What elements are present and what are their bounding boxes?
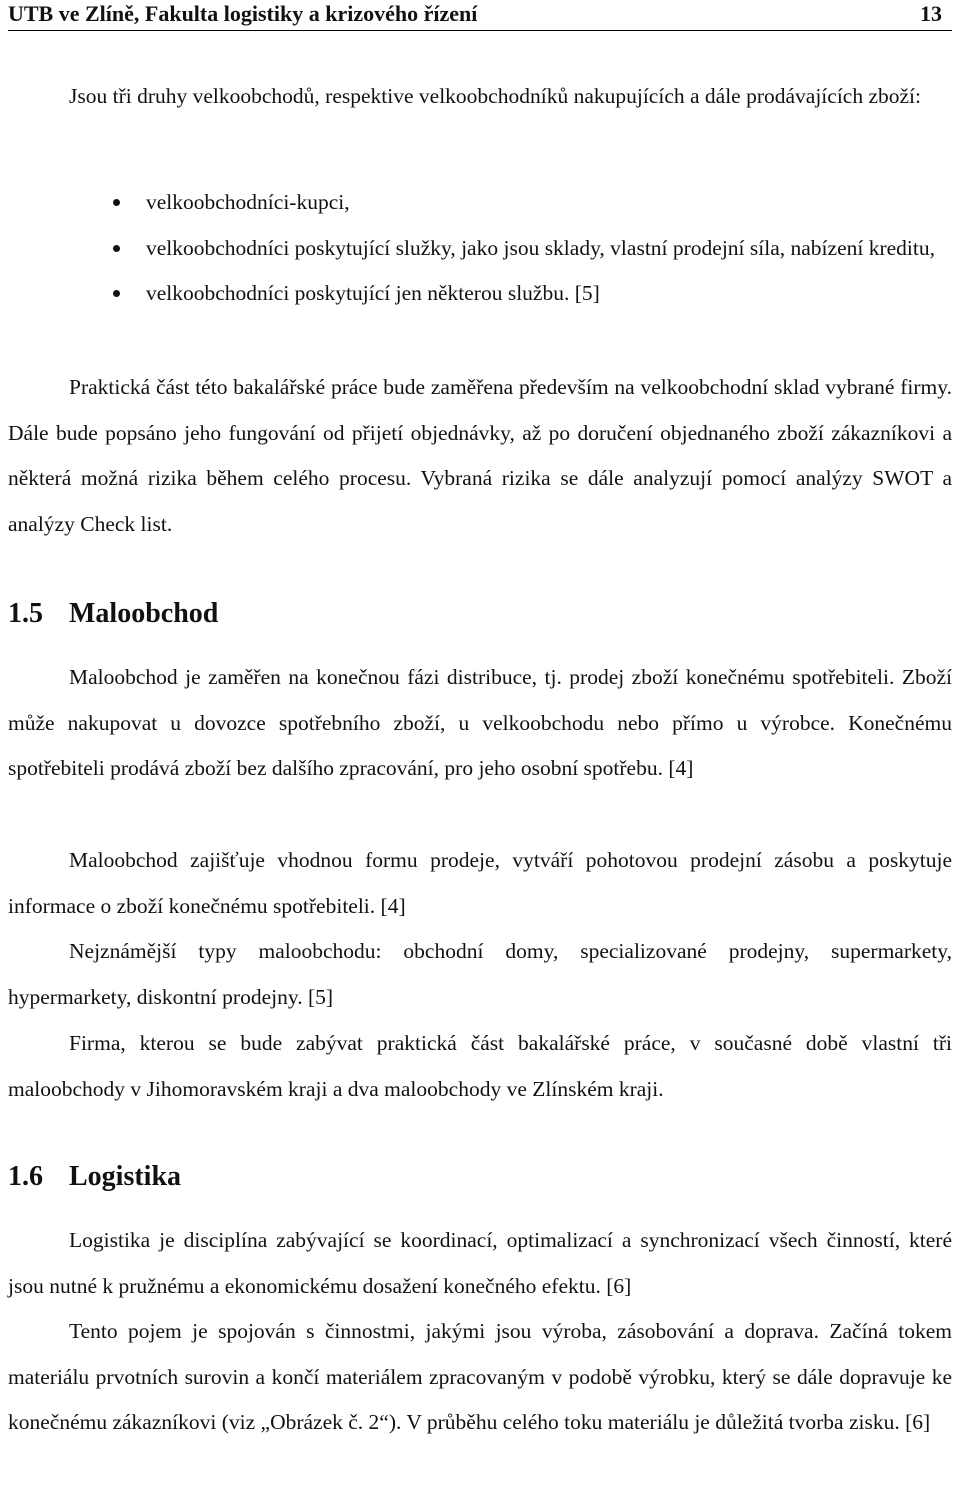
page-number: 13 [920,1,942,26]
list-item-text: velkoobchodníci-kupci, [146,190,350,214]
list-item [0,271,946,317]
paragraph-company-retail: Firma, kterou se bude zabývat praktická část bakalářské práce, v současné době vlastní tři maloobchody v Jihomoravském kraji a dva maloobchody ve Zlínském kraji. [8,1031,952,1101]
section-heading-maloobchod [8,596,218,632]
list-item [0,226,946,272]
paragraph-logistics-definition: Logistika je disciplína zabývající se koordinací, optimalizací a synchronizací všech činností, které jsou nutné k pružnému a ekonomickému dosažení konečného efektu. [6] [8,1228,952,1298]
bullet-icon [113,199,120,206]
wholesale-bullet-list [0,180,960,317]
list-item-text: velkoobchodníci poskytující jen některou službu. [5] [146,281,600,305]
section-heading-logistika [8,1159,181,1195]
bullet-icon [113,245,120,252]
header-title: UTB ve Zlíně, Fakulta logistiky a krizového řízení [8,1,478,26]
section-number: 1.5 [8,598,43,629]
list-item [0,180,946,226]
paragraph-logistics-flow: Tento pojem je spojován s činnostmi, jakými jsou výroba, zásobování a doprava. Začíná tokem materiálu prvotních surovin a končí materiálem zpracovaným v podobě výrobku, který se dále dopravuje ke konečnému zákazníkovi (viz „Obrázek č. 2“). V průběhu celého toku materiálu je důležitá tvorba zisku. [6] [8,1319,952,1434]
paragraph-retail-function: Maloobchod zajišťuje vhodnou formu prodeje, vytváří pohotovou prodejní zásobu a poskytuje informace o zboží konečnému spotřebiteli. [4] [8,848,952,918]
bullet-icon [113,290,120,297]
list-item-text: velkoobchodníci poskytující služky, jako jsou sklady, vlastní prodejní síla, nabízení kreditu, [146,235,935,260]
paragraph-retail-definition: Maloobchod je zaměřen na konečnou fázi distribuce, tj. prodej zboží konečnému spotřebiteli. Zboží může nakupovat u dovozce spotřebního zboží, u velkoobchodu nebo přímo u výrobce. Konečnému spotřebiteli prodává zboží bez dalšího zpracování, pro jeho osobní spotřebu. [4] [8,665,952,780]
paragraph-wholesale-types: Jsou tři druhy velkoobchodů, respektive velkoobchodníků nakupujících a dále prodávajících zboží: [69,84,922,108]
paragraph-practical-part: Praktická část této bakalářské práce bude zaměřena především na velkoobchodní sklad vybrané firmy. Dále bude popsáno jeho fungování od přijetí objednávky, až po doručení objednaného zboží zákazníkovi a některá možná rizika během celého procesu. Vybraná rizika se dále analyzují pomocí analýzy SWOT a analýzy Check list. [8,375,952,536]
section-number: 1.6 [8,1161,43,1192]
section-title: Maloobchod [69,598,219,629]
paragraph-retail-types: Nejznámější typy maloobchodu: obchodní domy, specializované prodejny, supermarkety, hypermarkety, diskontní prodejny. [5] [8,939,952,1009]
page-header [8,0,952,31]
section-title: Logistika [69,1161,182,1192]
